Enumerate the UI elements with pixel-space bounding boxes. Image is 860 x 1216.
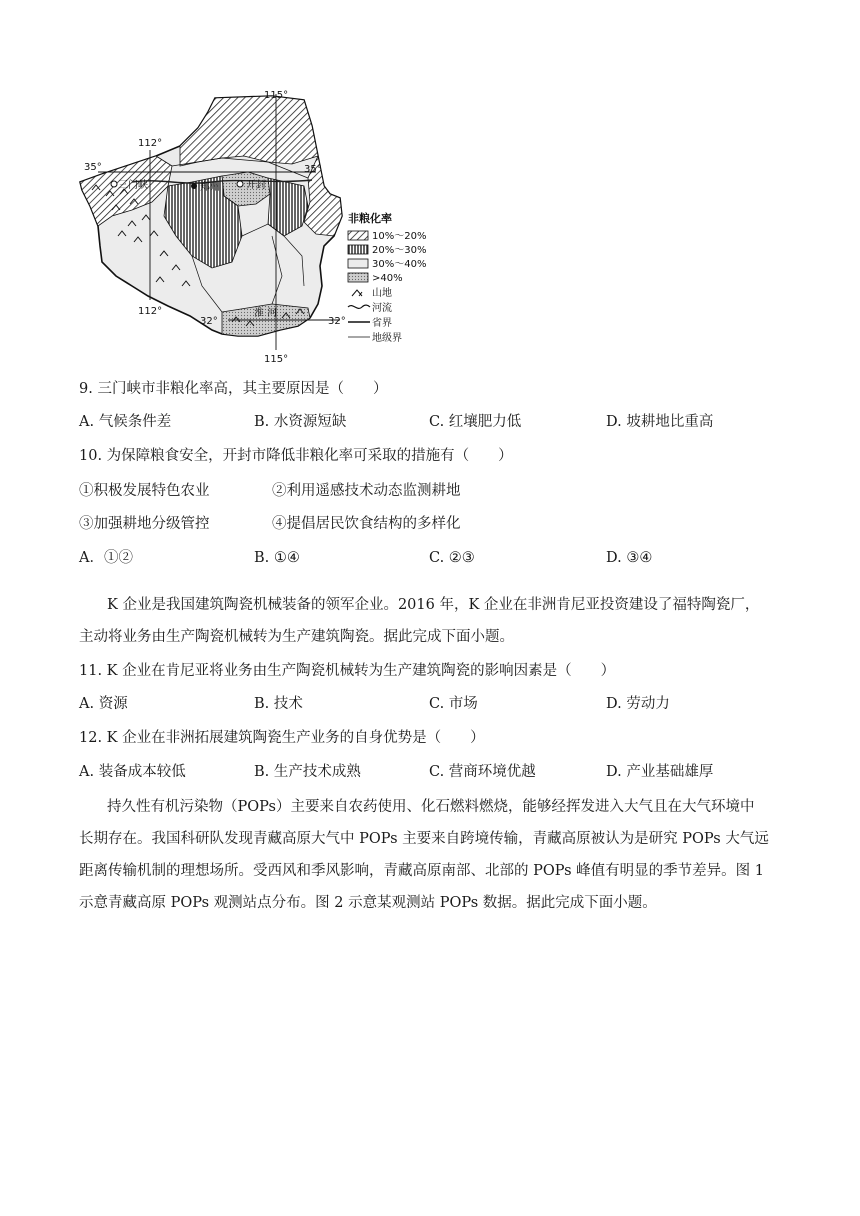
q10-item-4: ④提倡居民饮食结构的多样化: [272, 516, 461, 532]
q11-option-c[interactable]: C. 市场: [429, 696, 478, 712]
legend-item-6: 河流: [372, 303, 392, 314]
q12-option-b[interactable]: B. 生产技术成熟: [254, 764, 361, 780]
river-icon: [348, 305, 370, 308]
passage-pops: [79, 791, 781, 919]
legend-item-2: 20%～30%: [372, 245, 427, 256]
q10-option-d[interactable]: D. ③④: [606, 550, 653, 566]
legend-item-5: 山地: [372, 288, 392, 299]
passage1-line-2: 主动将业务由生产陶瓷机械转为生产建筑陶瓷。据此完成下面小题。: [79, 629, 514, 645]
q12-option-a[interactable]: A. 装备成本较低: [79, 764, 186, 780]
passage2-line-1: 持久性有机污染物（POPs）主要来自农药使用、化石燃料燃烧，能够经挥发进入大气且在大气环境中: [107, 799, 755, 815]
henan-map-figure: [72, 86, 452, 366]
q11-option-d[interactable]: D. 劳动力: [606, 696, 670, 712]
lon-label-bottom: 115°: [264, 354, 289, 365]
question-10-stem: 10. 为保障粮食安全，开封市降低非粮化率可采取的措施有（ ）: [79, 448, 513, 464]
q10-item-1: ①积极发展特色农业: [79, 483, 210, 499]
q10-item-3: ③加强耕地分级管控: [79, 516, 210, 532]
legend-item-1: 10%～20%: [372, 231, 427, 242]
lat-label-right: 35°: [304, 164, 322, 175]
province-outline: [80, 96, 342, 336]
lon-label-left-top: 112°: [138, 138, 163, 149]
mountain-icon: [352, 290, 362, 296]
q9-option-d[interactable]: D. 坡耕地比重高: [606, 414, 714, 430]
passage1-line-1: K 企业是我国建筑陶瓷机械装备的领军企业。2016 年，K 企业在非洲肯尼亚投资建设了福特陶瓷厂，: [107, 597, 760, 613]
q10-option-a[interactable]: A．①②: [79, 550, 133, 566]
legend-item-7: 省界: [372, 318, 392, 329]
passage2-line-2: 长期存在。我国科研队发现青藏高原大气中 POPs 主要来自跨境传输，青藏高原被认为是研究 POPs 大气远: [79, 831, 769, 847]
passage2-line-3: 距离传输机制的理想场所。受西风和季风影响，青藏高原南部、北部的 POPs 峰值有明显的季节差异。图 1: [79, 863, 765, 879]
question-12-stem: 12. K 企业在非洲拓展建筑陶瓷生产业务的自身优势是（ ）: [79, 730, 485, 746]
river-label-huai: 淮 河: [254, 308, 278, 319]
lon-label-left-bottom: 112°: [138, 306, 163, 317]
q10-item-2: ②利用遥感技术动态监测耕地: [272, 483, 461, 499]
q10-option-c[interactable]: C. ②③: [429, 550, 475, 566]
city-label-zhengzhou: 郑州: [200, 182, 220, 193]
question-11-stem: 11. K 企业在肯尼亚将业务由生产陶瓷机械转为生产建筑陶瓷的影响因素是（ ）: [79, 663, 616, 679]
lat-label-bottom-left: 32°: [200, 316, 218, 327]
lon-label-top: 115°: [264, 90, 289, 101]
q12-option-d[interactable]: D. 产业基础雄厚: [606, 764, 714, 780]
q11-option-b[interactable]: B. 技术: [254, 696, 303, 712]
question-9-stem: 9. 三门峡市非粮化率高，其主要原因是（ ）: [79, 381, 388, 397]
q11-option-a[interactable]: A. 资源: [79, 696, 128, 712]
lat-label-bottom-right: 32°: [328, 316, 346, 327]
city-label-sanmenxia: 三门峡: [118, 180, 148, 191]
q12-option-c[interactable]: C. 营商环境优越: [429, 764, 536, 780]
q9-option-b[interactable]: B. 水资源短缺: [254, 414, 347, 430]
legend-item-3: 30%～40%: [372, 259, 427, 270]
city-label-kaifeng: 开封: [246, 180, 266, 191]
passage2-line-4: 示意青藏高原 POPs 观测站点分布。图 2 示意某观测站 POPs 数据。据此完成下面小题。: [79, 895, 657, 911]
passage-k-enterprise: [79, 589, 781, 653]
legend-item-8: 地级界: [372, 333, 402, 344]
q9-option-c[interactable]: C. 红壤肥力低: [429, 414, 522, 430]
lat-label-left: 35°: [84, 162, 102, 173]
legend-title: 非粮化率: [348, 212, 392, 225]
map-legend: [348, 211, 426, 344]
legend-item-4: >40%: [372, 273, 403, 284]
q9-option-a[interactable]: A. 气候条件差: [79, 414, 172, 430]
q10-option-b[interactable]: B. ①④: [254, 550, 300, 566]
